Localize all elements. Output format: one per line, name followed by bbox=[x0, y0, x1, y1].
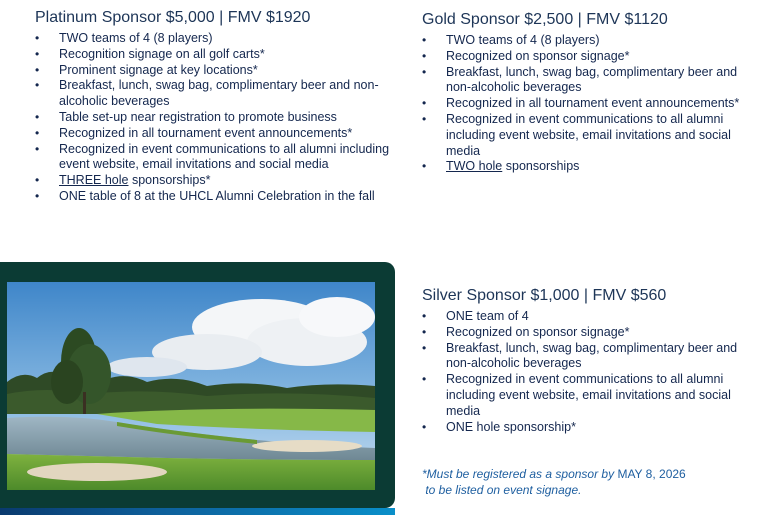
gold-sponsor-section bbox=[422, 11, 759, 175]
list-item: • Table set-up near registration to promote business bbox=[35, 110, 390, 126]
list-item: • Recognized on sponsor signage* bbox=[422, 325, 759, 341]
platinum-sponsor-section bbox=[35, 9, 390, 205]
list-item: • ONE table of 8 at the UHCL Alumni Celebration in the fall bbox=[35, 189, 390, 205]
golf-course-illustration bbox=[7, 282, 375, 490]
hole-sponsorship-text: sponsorships bbox=[502, 159, 580, 174]
gold-benefits-list bbox=[422, 33, 759, 175]
golf-course-photo bbox=[7, 282, 375, 490]
note-deadline-date: MAY 8, 2026 bbox=[614, 467, 686, 481]
gold-title: Gold Sponsor $2,500 | FMV $1120 bbox=[422, 11, 668, 28]
list-item: • TWO teams of 4 (8 players) bbox=[422, 33, 759, 49]
list-item: • Recognized in all tournament event announcements* bbox=[35, 126, 390, 142]
list-item: • Recognized in all tournament event announcements* bbox=[422, 96, 759, 112]
list-item: • Recognized in event communications to all alumni including event website, email invitations and social media bbox=[35, 142, 390, 174]
list-item: • Breakfast, lunch, swag bag, complimentary beer and non-alcoholic beverages bbox=[35, 78, 390, 110]
hole-sponsorship-text: sponsorships* bbox=[128, 173, 211, 188]
list-item: • ONE team of 4 bbox=[422, 309, 759, 325]
silver-sponsor-section bbox=[422, 287, 759, 435]
list-item: • Recognition signage on all golf carts* bbox=[35, 47, 390, 63]
list-item bbox=[422, 159, 759, 175]
silver-title: Silver Sponsor $1,000 | FMV $560 bbox=[422, 287, 667, 304]
registration-note bbox=[422, 466, 752, 498]
decorative-strip bbox=[0, 508, 395, 515]
photo-frame bbox=[0, 262, 395, 508]
list-item: • Prominent signage at key locations* bbox=[35, 63, 390, 79]
platinum-benefits-list bbox=[35, 31, 390, 205]
platinum-title: Platinum Sponsor $5,000 | FMV $1920 bbox=[35, 9, 311, 26]
list-item: • ONE hole sponsorship* bbox=[422, 420, 759, 436]
list-item: • Recognized on sponsor signage* bbox=[422, 49, 759, 65]
list-item: • Recognized in event communications to all alumni including event website, email invitations and social media bbox=[422, 112, 759, 159]
list-item: • Breakfast, lunch, swag bag, complimentary beer and non-alcoholic beverages bbox=[422, 65, 759, 97]
list-item: • Recognized in event communications to all alumni including event website, email invitations and social media bbox=[422, 372, 759, 419]
list-item: • Breakfast, lunch, swag bag, complimentary beer and non-alcoholic beverages bbox=[422, 341, 759, 373]
list-item bbox=[35, 173, 390, 189]
silver-benefits-list bbox=[422, 309, 759, 435]
list-item: • TWO teams of 4 (8 players) bbox=[35, 31, 390, 47]
note-suffix: to be listed on event signage. bbox=[425, 483, 582, 497]
hole-count-underlined: THREE hole bbox=[59, 173, 129, 188]
note-prefix: *Must be registered as a sponsor by bbox=[422, 467, 615, 481]
hole-count-underlined: TWO hole bbox=[446, 159, 503, 174]
